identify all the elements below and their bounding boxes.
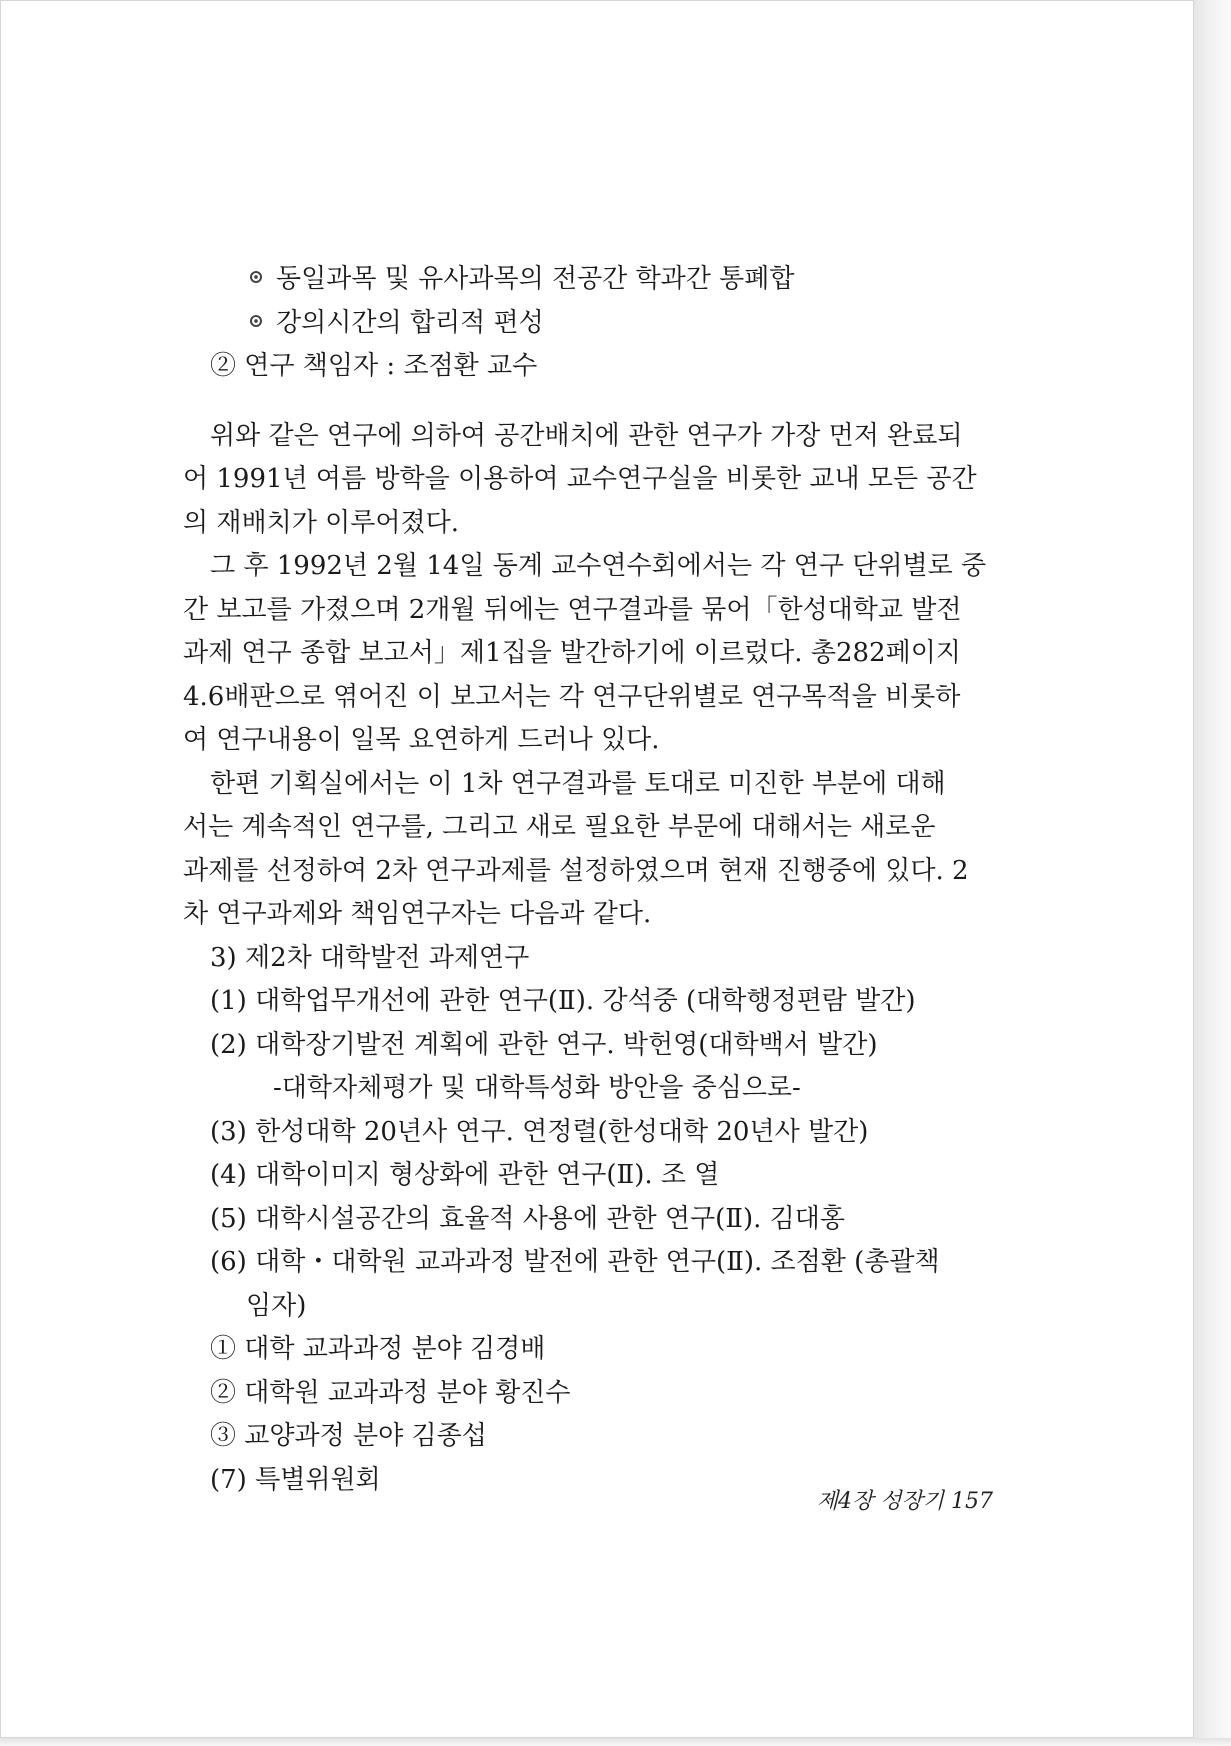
paragraph-line: 그 후 1992년 2월 14일 동계 교수연수회에서는 각 연구 단위별로 중: [210, 551, 987, 581]
page-edge-shadow: [1194, 0, 1231, 1746]
paragraph-line: 차 연구과제와 책임연구자는 다음과 같다.: [183, 899, 652, 929]
list-item: (1) 대학업무개선에 관한 연구(Ⅱ). 강석중 (대학행정편람 발간): [210, 986, 916, 1016]
section-heading: 3) 제2차 대학발전 과제연구: [210, 942, 530, 973]
paragraph-line: 한편 기획실에서는 이 1차 연구결과를 토대로 미진한 부분에 대해: [210, 768, 946, 799]
sub-list-item: ② 대학원 교과과정 분야 황진수: [210, 1377, 571, 1408]
research-lead: ② 연구 책임자 : 조점환 교수: [210, 351, 538, 381]
bullet-icon: [250, 315, 262, 327]
paragraph-line: 간 보고를 가졌으며 2개월 뒤에는 연구결과를 묶어「한성대학교 발전: [183, 594, 962, 625]
list-item: (3) 한성대학 20년사 연구. 연정렬(한성대학 20년사 발간): [210, 1116, 869, 1147]
list-item-subtitle: -대학자체평가 및 대학특성화 방안을 중심으로-: [273, 1073, 801, 1103]
list-item: (6) 대학・대학원 교과과정 발전에 관한 연구(Ⅱ). 조점환 (총괄책: [210, 1247, 940, 1277]
paragraph-line: 여 연구내용이 일목 요연하게 드러나 있다.: [183, 725, 660, 755]
paragraph-line: 어 1991년 여름 방학을 이용하여 교수연구실을 비롯한 교내 모든 공간: [183, 464, 977, 494]
bullet-item: [183, 302, 1009, 346]
paragraph-3: [183, 763, 1009, 937]
paragraph-2: [183, 545, 1009, 763]
paragraph-line: 서는 계속적인 연구를, 그리고 새로 필요한 부문에 대해서는 새로운: [183, 812, 936, 842]
list-item: (2) 대학장기발전 계획에 관한 연구. 박헌영(대학백서 발간): [210, 1029, 878, 1060]
bullet-text: 동일과목 및 유사과목의 전공간 학과간 통폐합: [276, 264, 795, 294]
page-bottom-shadow: [0, 1738, 1231, 1746]
bullet-item: [183, 258, 1009, 302]
paragraph-1: [183, 415, 1009, 546]
paragraph-line: 과제를 선정하여 2차 연구과제를 설정하였으며 현재 진행중에 있다. 2: [183, 855, 969, 886]
list-item: (4) 대학이미지 형상화에 관한 연구(Ⅱ). 조 열: [210, 1160, 720, 1190]
spacer: [183, 389, 1009, 415]
sub-list-item: ① 대학 교과과정 분야 김경배: [210, 1334, 546, 1364]
bullet-text: 강의시간의 합리적 편성: [276, 307, 544, 338]
bullet-icon: [250, 271, 262, 283]
sub-list-item: ③ 교양과정 분야 김종섭: [210, 1421, 487, 1451]
page-footer: 제4장 성장기 157: [816, 1489, 993, 1514]
paragraph-line: 4.6배판으로 엮어진 이 보고서는 각 연구단위별로 연구목적을 비롯하: [183, 681, 961, 712]
list-item: (7) 특별위원회: [210, 1464, 381, 1495]
list-item-continuation: 임자): [246, 1290, 307, 1321]
paragraph-line: 의 재배치가 이루어졌다.: [183, 507, 459, 538]
page-content: [183, 258, 1009, 1502]
paragraph-line: 위와 같은 연구에 의하여 공간배치에 관한 연구가 가장 먼저 완료되: [210, 420, 963, 451]
paragraph-line: 과제 연구 종합 보고서」제1집을 발간하기에 이르렀다. 총282페이지: [183, 638, 961, 668]
list-item: (5) 대학시설공간의 효율적 사용에 관한 연구(Ⅱ). 김대홍: [210, 1203, 845, 1234]
